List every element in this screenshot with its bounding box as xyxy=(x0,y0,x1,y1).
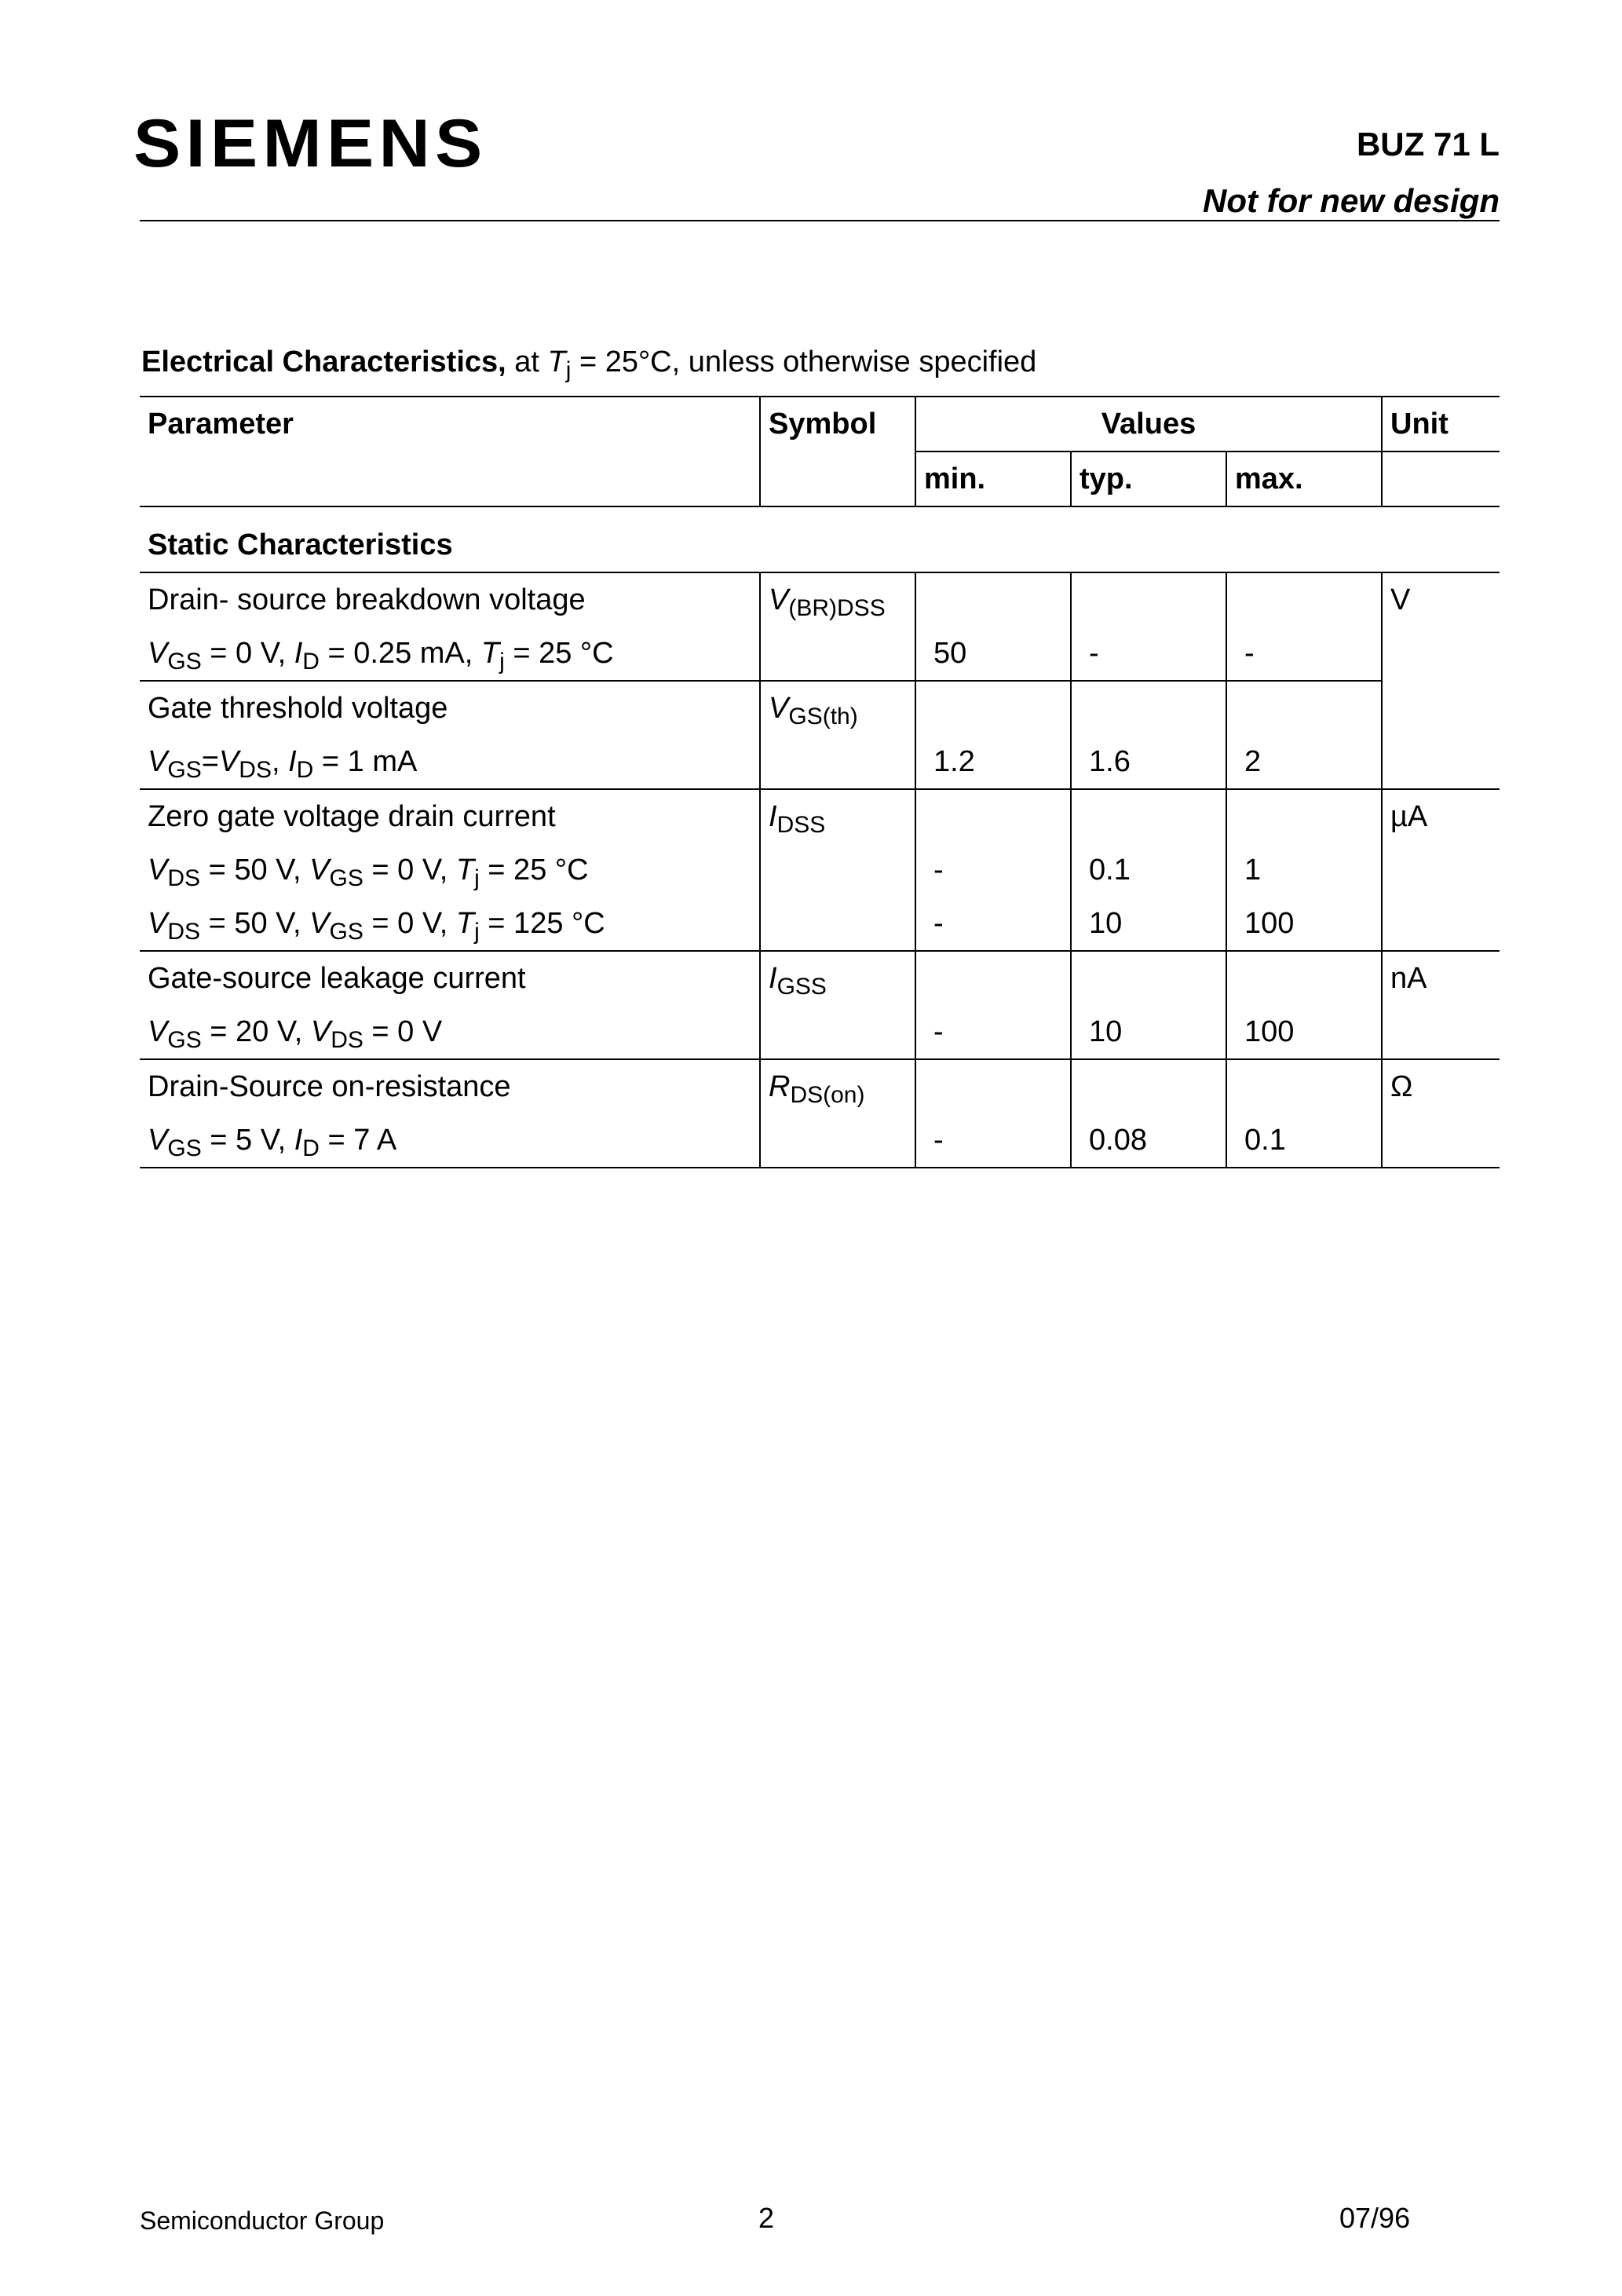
value-min: - xyxy=(915,1113,1071,1168)
value-typ: 10 xyxy=(1071,897,1226,951)
footer-left: Semiconductor Group xyxy=(140,2206,385,2235)
value-typ: 0.1 xyxy=(1071,843,1226,897)
symbol-subscript: GS(th) xyxy=(788,704,858,729)
value-typ: 10 xyxy=(1071,1005,1226,1059)
value-cell-empty xyxy=(915,681,1071,735)
parameter-symbol xyxy=(760,951,915,1059)
value-max: 100 xyxy=(1226,1005,1382,1059)
parameter-symbol xyxy=(760,1059,915,1168)
value-min: - xyxy=(915,897,1071,951)
test-condition: $V_{DS} = 50$ V, $V_{GS} = 0$ V, $T_j = 25$ °C xyxy=(148,854,589,891)
parameter-name: Gate-source leakage current xyxy=(140,951,760,1005)
symbol-letter: R xyxy=(769,1070,791,1103)
value-max: 0.1 xyxy=(1226,1113,1382,1168)
table-row xyxy=(140,681,1500,735)
header-unit: Unit xyxy=(1382,397,1500,452)
section-title xyxy=(141,345,1037,383)
footer-date: 07/96 xyxy=(1339,2202,1411,2234)
parameter-name: Gate threshold voltage xyxy=(140,681,760,735)
header-typ: typ. xyxy=(1071,452,1226,506)
value-cell-empty xyxy=(1226,1059,1382,1113)
section-title-at: at xyxy=(506,345,548,378)
value-min: 50 xyxy=(915,627,1071,681)
part-number: BUZ 71 L xyxy=(1356,126,1500,163)
value-min: - xyxy=(915,843,1071,897)
section-title-rest: = 25°C, unless otherwise specified xyxy=(571,345,1037,378)
value-max: 1 xyxy=(1226,843,1382,897)
test-condition: $V_{GS} = 5$ V, $I_D = 7$ A xyxy=(140,1113,760,1168)
table-row xyxy=(140,1059,1500,1113)
symbol-letter: I xyxy=(769,962,777,995)
value-cell-empty xyxy=(1071,1059,1226,1113)
footer-page-number: 2 xyxy=(758,2202,775,2234)
header-max: max. xyxy=(1226,452,1382,506)
header-min: min. xyxy=(915,452,1071,506)
symbol-subscript: DS(on) xyxy=(790,1082,865,1108)
group-heading: Static Characteristics xyxy=(148,528,453,561)
value-cell-empty xyxy=(1071,681,1226,735)
value-min: 1.2 xyxy=(915,735,1071,789)
parameter-symbol xyxy=(760,572,915,681)
value-cell-empty xyxy=(1071,951,1226,1005)
symbol-subscript: DSS xyxy=(776,812,826,838)
value-cell-empty xyxy=(915,572,1071,627)
symbol-subscript: (BR)DSS xyxy=(788,595,886,621)
electrical-characteristics-table xyxy=(140,396,1500,1168)
table-body xyxy=(140,506,1500,1168)
section-title-var: T xyxy=(547,345,566,378)
parameter-name: Drain-Source on-resistance xyxy=(140,1059,760,1113)
parameter-symbol xyxy=(760,681,915,789)
unit-cell: V xyxy=(1382,572,1500,789)
value-min: - xyxy=(915,1005,1071,1059)
siemens-logo: SIEMENS xyxy=(133,106,488,181)
value-max: - xyxy=(1226,627,1382,681)
value-max: 100 xyxy=(1226,897,1382,951)
value-cell-empty xyxy=(1071,789,1226,843)
value-typ: 0.08 xyxy=(1071,1113,1226,1168)
header-rule xyxy=(140,220,1500,221)
section-title-sub: j xyxy=(565,357,572,383)
value-cell-empty xyxy=(915,1059,1071,1113)
header-parameter: Parameter xyxy=(140,397,760,506)
value-cell-empty xyxy=(1226,681,1382,735)
symbol-letter: I xyxy=(769,800,777,833)
table-row xyxy=(140,572,1500,627)
table-row xyxy=(140,951,1500,1005)
header-values: Values xyxy=(915,397,1382,452)
symbol-letter: V xyxy=(769,692,789,725)
unit-cell: Ω xyxy=(1382,1059,1500,1168)
value-cell-empty xyxy=(1226,572,1382,627)
value-cell-empty xyxy=(915,789,1071,843)
test-condition: $V_{DS} = 50$ V, $V_{GS} = 0$ V, $T_j = 125$ °C xyxy=(148,907,605,945)
header-symbol: Symbol xyxy=(760,397,915,506)
value-typ: 1.6 xyxy=(1071,735,1226,789)
value-cell-empty xyxy=(1226,951,1382,1005)
section-title-bold: Electrical Characteristics, xyxy=(141,345,506,378)
value-typ: - xyxy=(1071,627,1226,681)
table-row xyxy=(140,789,1500,843)
symbol-subscript: GSS xyxy=(776,974,827,1000)
value-max: 2 xyxy=(1226,735,1382,789)
parameter-name: Zero gate voltage drain current xyxy=(140,789,760,843)
test-condition: $V_{GS} = 20$ V, $V_{DS} = 0$ V xyxy=(148,1015,443,1053)
parameter-symbol xyxy=(760,789,915,951)
value-cell-empty xyxy=(1226,789,1382,843)
header-unit-blank xyxy=(1382,452,1500,506)
value-cell-empty xyxy=(915,951,1071,1005)
unit-cell: µA xyxy=(1382,789,1500,951)
symbol-letter: V xyxy=(769,583,789,616)
value-cell-empty xyxy=(1071,572,1226,627)
design-status: Not for new design xyxy=(1203,182,1500,219)
test-condition: $V_{GS}=V_{DS}$, $I_D = 1$ mA xyxy=(148,745,418,783)
parameter-name: Drain- source breakdown voltage xyxy=(140,572,760,627)
test-condition: $V_{GS} = 0$ V, $I_D = 0.25$ mA, $T_j = 25$ °C xyxy=(148,637,614,675)
unit-cell: nA xyxy=(1382,951,1500,1059)
